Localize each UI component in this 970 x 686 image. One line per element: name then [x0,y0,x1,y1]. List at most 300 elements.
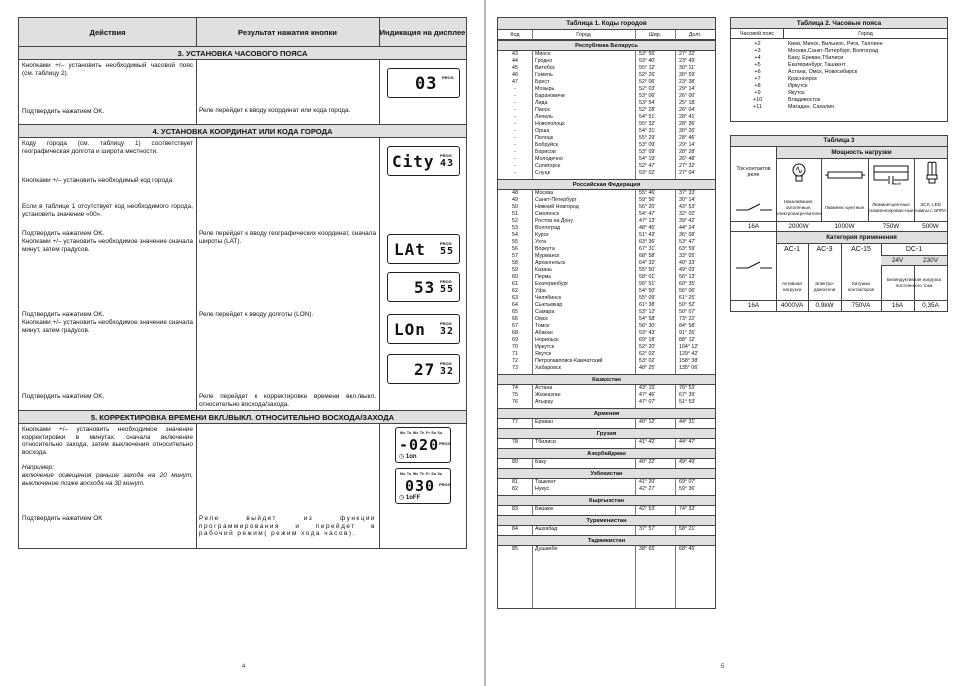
longitude: 27° 32' [679,163,696,169]
city-code: 71 [512,351,518,357]
row1-current: 16A [747,222,760,230]
load-type-1: Накаливания, галогенные, электронагре-ватели [776,199,821,216]
region-header: Кыргызстан [498,495,715,506]
region-header: Республика Беларусь [498,40,715,51]
category-ac3: AC-3 [816,246,833,253]
latitude: 43° 15' [639,385,656,391]
longitude: 30° 59' [679,72,696,78]
city-name: Баку [535,459,547,465]
latitude: 52° 03' [639,86,656,92]
latitude: 48° 25' [639,365,656,371]
latitude: 67° 31' [639,246,656,252]
city-code: 55 [512,239,518,245]
latitude: 53° 43' [639,330,656,336]
lcd-prog: PROG [442,75,454,80]
city-code: 65 [512,309,518,315]
table-row [498,459,715,466]
latitude: 47° 13' [639,218,656,224]
s5-confirm: Подтвердить нажатием OK [22,515,103,522]
longitude: 56° 06' [679,288,696,294]
city-code: 54 [512,232,518,238]
city-name: Жезказган [535,392,561,398]
s3-action: Кнопками +/– установить необходимый часовой пояс (см. таблицу 2). [22,62,193,77]
city-name: Атырау [535,399,554,405]
table-row [498,351,715,358]
page-number-left: 4 [242,664,246,670]
city-code: 67 [512,323,518,329]
table-row [498,399,715,406]
longitude: 69° 07' [679,479,696,485]
city-name: Абакан [535,330,553,336]
timezone-offset: +5 [754,62,761,68]
table-row [498,65,715,72]
city-code: 63 [512,295,518,301]
latitude: 52° 28' [639,107,656,113]
longitude: 30° 11' [679,65,695,71]
latitude: 54° 19' [639,156,656,162]
table-row [498,232,715,239]
city-name: Бобруйск [535,142,558,148]
city-name: Иркутск [535,344,555,350]
power-header: Мощность нагрузки [776,147,947,158]
city-name: Гродно [535,58,553,64]
longitude: 33° 05' [679,253,696,259]
table-row [498,365,715,372]
city-name: Гомель [535,72,553,78]
city-name: Пинск [535,107,550,113]
longitude: 104° 12' [679,344,699,350]
latitude: 64° 32' [639,260,656,266]
timezone-offset: +7 [754,76,761,82]
row2-current: 16A [747,302,760,309]
city-name: Архангельск [535,260,566,266]
col-code: Код [498,30,532,40]
table-header [19,18,466,47]
s5-example: включение освещения раньше захода на 20 минут, выключение позже восхода на 30 минут. [22,472,193,487]
lcd-display-on-offset [395,427,451,463]
latitude: 54° 51' [639,114,656,120]
longitude: 30° 26' [679,128,696,134]
table-row [498,163,715,170]
latitude: 53° 40' [639,58,656,64]
city-code: 76 [512,399,518,405]
city-name: Ростов на Дону [535,218,574,224]
lcd-prog: PROG [440,361,452,366]
longitude: 44° 24' [679,225,696,231]
city-code: - [514,128,516,134]
dc-voltage-230: 230V [914,256,947,265]
table-row [731,90,947,97]
table-row [498,93,715,100]
longitude: 29° 14' [679,86,696,92]
load-type-2: Люминес-центные [824,205,865,210]
incandescent-lamp-icon [790,162,808,184]
city-code: 46 [512,72,518,78]
timezone-cities: Москва,Санкт-Петербург, Волгоград [788,48,879,54]
table-row [498,546,715,553]
latitude: 55° 46' [639,190,656,196]
city-name: Казань [535,267,553,273]
timezone-offset: +11 [753,104,762,110]
city-code: - [514,86,516,92]
lcd-num: 32 [440,326,455,337]
city-code: 51 [512,211,518,217]
table-row [498,309,715,316]
lcd-display-city [387,146,460,176]
lcd-display-lon-value [387,354,460,384]
timezone-offset: +2 [754,41,761,47]
timezone-offset: +6 [754,69,761,75]
longitude: 39° 42' [679,218,696,224]
timezone-cities: Красноярск [788,76,817,82]
s4-action-3: Если в таблице 1 отсутствует код необходимого города, установить значение «00». [22,203,193,218]
longitude: 23° 38' [679,79,696,85]
longitude: 63° 59' [679,246,696,252]
city-code: 80 [512,459,518,465]
city-code: - [514,107,516,113]
lcd-display-lon [387,314,460,344]
latitude: 61° 38' [639,302,656,308]
latitude: 68° 58' [639,253,656,259]
longitude: 76° 53' [679,385,696,391]
latitude: 38° 65' [639,546,656,552]
latitude: 41° 20' [639,479,656,485]
table-row [498,392,715,399]
lcd-value: 03 [415,74,438,94]
city-code: 66 [512,316,518,322]
latitude: 54° 31' [639,128,656,134]
city-name: Ашхабад [535,526,558,532]
cat-desc-3: Катушки контакторов [848,281,874,292]
table-row [498,100,715,107]
row2-value: 750VA [851,302,871,309]
category-ac15: AC-15 [851,246,871,253]
city-name: Екатеринбург [535,281,569,287]
latitude: 40° 22' [639,459,656,465]
col-city: Город [532,30,635,40]
latitude: 53° 55' [639,51,656,57]
city-code: 59 [512,267,518,273]
timezone-cities: Киев, Минск, Вильнюс, Рига, Таллинн [788,41,883,47]
s4-action-4: Кнопками +/– установить необходимое значение сначала минут, затем градусов. [22,238,193,253]
longitude: 158° 38' [679,358,699,364]
lcd-display-lat [387,234,460,264]
table-row [498,197,715,204]
timezone-offset: +9 [754,90,761,96]
s4-action-2: Кнопками +/– установить необходимый код города. [22,177,174,184]
table-row [498,114,715,121]
column-divider [379,18,380,548]
table-row [498,330,715,337]
table-row [498,86,715,93]
longitude: 27° 04' [679,170,696,176]
table-row [498,72,715,79]
table-row [498,281,715,288]
longitude: 26° 04' [679,107,696,113]
city-code: - [514,93,516,99]
s4-result-2: Реле перейдет к вводу долготы (LON). [199,311,314,318]
city-code: 75 [512,392,518,398]
table-row [498,225,715,232]
cat-desc-4: Безиндуктивная нагрузка постоянного тока [886,277,942,288]
table-row [498,337,715,344]
latitude: 53° 09' [639,142,656,148]
table-row [498,149,715,156]
city-name: Петропавловск-Камчатский [535,358,603,364]
table-row [731,104,947,111]
latitude: 53° 09' [639,149,656,155]
region-header: Российская Федерация [498,179,715,190]
section-4-title: 4. УСТАНОВКА КООРДИНАТ ИЛИ КОДА ГОРОДА [19,124,466,138]
row2-value: 0,35A [922,302,939,309]
table-row [498,486,715,493]
table-row [498,135,715,142]
city-name: Москва [535,190,554,196]
latitude: 59° 56' [639,197,656,203]
s5-result: Реле выйдет из функции программирования и перейдет в рабочий режим( режим хода часов). [199,515,376,538]
city-name: Орша [535,128,550,134]
longitude: 49° 03' [679,267,696,273]
longitude: 73° 22' [679,316,696,322]
table-row [498,358,715,365]
esl-lamp-icon [924,161,940,185]
lcd-prog: PROG [440,241,452,246]
latitude: 53° 06' [639,93,656,99]
table-row [498,288,715,295]
longitude: 74° 32' [679,506,696,512]
longitude: 67° 39' [679,392,696,398]
region-header: Узбекистан [498,468,715,479]
table-row [498,385,715,392]
lcd-value: 030 [405,477,436,495]
lcd-clock-label: 1oFF [405,495,421,501]
latitude: 62° 02' [639,351,656,357]
longitude: 25° 18' [679,100,696,106]
city-code: 83 [512,506,518,512]
longitude: 84° 58' [679,323,696,329]
latitude: 48° 45' [639,225,656,231]
city-code: - [514,135,516,141]
longitude: 26° 00' [679,93,696,99]
lcd-value: LOn [394,320,426,339]
city-name: Солигорск [535,163,561,169]
longitude: 44° 47' [679,439,696,445]
table-row [498,170,715,177]
tok-label: Ток контактов реле [736,166,771,178]
table-row [498,479,715,486]
city-name: Барановичи [535,93,565,99]
longitude: 49° 49' [679,459,696,465]
longitude: 53° 47' [679,239,696,245]
table-row [498,506,715,513]
city-code: - [514,156,516,162]
longitude: 28° 28' [679,149,696,155]
longitude: 50° 07' [679,309,696,315]
city-name: Нукус [535,486,550,492]
timezone-cities: Баку, Ереван,Тбилиси [788,55,844,61]
latitude: 42° 27' [639,486,656,492]
header-display: Индикация на дисплее [379,28,466,37]
table-row [498,316,715,323]
load-type-4: ЭСЛ, LED лампы с ЭПРА [914,202,947,213]
city-code: - [514,163,516,169]
table-row [731,48,947,55]
column-divider [196,18,197,548]
city-code: - [514,114,516,120]
lcd-value: City [392,152,435,171]
lcd-display-timezone [387,68,460,98]
latitude: 51° 43' [639,232,656,238]
s4-action-1: Коду города (см. таблицу 1) соответствует географическая долгота и широта местности. [22,140,193,155]
latitude: 55° 32' [639,121,656,127]
s3-result: Реле перейдет к вводу координат или кода города. [199,107,351,114]
table-row [731,62,947,69]
lcd-prog: PROG [440,153,452,158]
city-code: 44 [512,58,518,64]
city-name: Курск [535,232,549,238]
city-code: - [514,170,516,176]
city-code: 69 [512,337,518,343]
city-name: Минск [535,51,551,57]
timezone-offset: +10 [752,97,763,103]
timezone-offset: +4 [754,55,761,61]
table-row [498,121,715,128]
row2-value: 0,9kW [815,302,834,309]
city-name: Воркута [535,246,555,252]
longitude: 56° 13' [679,274,696,280]
longitude: 26° 48' [679,156,696,162]
s4-confirm-2: Подтвердить нажатием OK. [22,311,105,318]
table2-title: Таблица 2. Часовые пояса [731,18,947,29]
city-name: Слуцк [535,170,550,176]
latitude: 53° 02' [639,358,656,364]
longitude: 32° 02' [679,211,696,217]
city-code: 48 [512,190,518,196]
table-row [498,211,715,218]
city-codes-table [497,17,716,609]
city-name: Новополоцк [535,121,565,127]
table-row [498,260,715,267]
lcd-days: Mo Tu We Th Fr Sa Su [400,431,443,435]
longitude: 88° 12' [679,337,696,343]
row1-value: 1000W [834,222,855,230]
col-city: Город [784,29,947,39]
latitude: 52° 20' [639,344,656,350]
city-code: 50 [512,204,518,210]
longitude: 29° 14' [679,142,696,148]
longitude: 40° 33' [679,260,696,266]
longitude: 58° 21' [679,526,696,532]
city-code: 43 [512,51,518,57]
timezone-cities: Якутск [788,90,805,96]
lcd-prog: PROG [439,441,451,446]
timezone-cities: Иркутск [788,83,808,89]
longitude: 28° 46' [679,135,696,141]
page-gutter [484,0,486,686]
city-name: Уфа [535,288,546,294]
table-row [498,156,715,163]
city-code: 74 [512,385,518,391]
latitude: 58° 01' [639,274,656,280]
longitude: 44° 31' [679,419,696,425]
city-code: 81 [512,479,518,485]
row1-value: 2000W [788,222,809,230]
table-row [498,246,715,253]
s5-example-label: Например: [22,464,54,471]
city-name: Ереван [535,419,554,425]
instructions-table [18,17,467,549]
s4-action-5: Кнопками +/– установить необходимое значение сначала минут, затем градусов. [22,319,193,334]
city-code: 70 [512,344,518,350]
city-code: 58 [512,260,518,266]
table-row [498,107,715,114]
city-name: Норильск [535,337,559,343]
lcd-prog: PROG [439,482,451,487]
latitude: 40° 12' [639,419,656,425]
table-row [498,267,715,274]
longitude: 36° 08' [679,232,696,238]
region-header: Грузия [498,428,715,439]
latitude: 52° 26' [639,72,656,78]
table-row [498,274,715,281]
city-code: - [514,142,516,148]
rule [776,231,777,311]
lcd-value: 53 [414,278,436,297]
latitude: 55° 29' [639,135,656,141]
lcd-prog: PROG [440,279,452,284]
s4-result-3: Реле перейдет к корректировке времени вкл./выкл. относительно восхода/захода. [199,393,376,408]
table-row [498,323,715,330]
row2-value: 16A [891,302,904,309]
longitude: 59° 36' [679,486,696,492]
latitude: 52° 47' [639,163,656,169]
city-name: Челябинск [535,295,562,301]
row2-value: 4000VA [780,302,804,309]
longitude: 60° 35' [679,281,696,287]
table-row [731,97,947,104]
s5-action: Кнопками +/– установить необходимое значение корректировки в минутах. сначала включение относительно захода, затем выключения относительно восхода. [22,426,193,456]
table3-title: Таблица 3 [731,136,947,147]
latitude: 41° 42' [639,439,656,445]
table-row [498,302,715,309]
city-code: 77 [512,419,518,425]
city-name: Томск [535,323,550,329]
city-name: Хабаровск [535,365,561,371]
longitude: 28° 36' [679,121,696,127]
city-code: 82 [512,486,518,492]
col-timezone: Часовой пояс [731,29,784,39]
longitude: 135° 06' [679,365,699,371]
city-name: Пермь [535,274,552,280]
load-table [730,135,948,312]
longitude: 50° 52' [679,302,696,308]
timezone-cities: Владивосток [788,97,821,103]
category-header: Категория применения [776,232,947,243]
city-code: 45 [512,65,518,71]
city-name: Витебск [535,65,555,71]
table-row [498,253,715,260]
region-header: Туркменистан [498,515,715,526]
region-header: Казахстан [498,374,715,385]
table-row [498,218,715,225]
city-name: Нижний Новгород [535,204,579,210]
latitude: 53° 54' [639,100,656,106]
longitude: 28° 41' [679,114,696,120]
city-code: 84 [512,526,518,532]
cat-desc-2: Электро-двигатели [813,281,836,292]
category-ac1: AC-1 [784,246,800,253]
latitude: 56° 20' [639,204,656,210]
